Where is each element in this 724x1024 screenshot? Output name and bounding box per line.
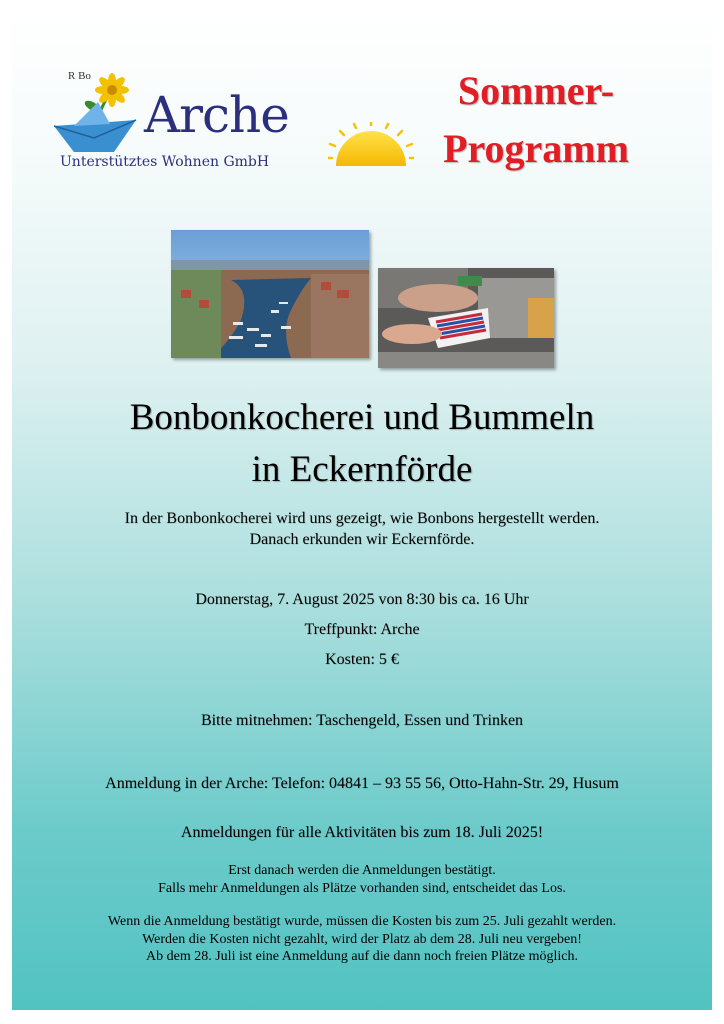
program-title [426, 62, 646, 178]
flower-boat-icon [52, 68, 152, 158]
headline-line2: in Eckernförde [251, 449, 473, 490]
harbor-aerial-photo [171, 230, 369, 358]
notes-line: Erst danach werden die Anmeldungen bestätigt. [228, 863, 496, 878]
intro-line2: Danach erkunden wir Eckernförde. [249, 531, 475, 548]
logo-small-text: R Bo [68, 70, 91, 82]
intro-text [12, 508, 712, 550]
candy-making-photo [378, 268, 554, 368]
headline [12, 392, 712, 496]
registration-deadline: Anmeldungen für alle Aktivitäten bis zum 18. Juli 2025! [180, 824, 544, 841]
event-date: Donnerstag, 7. August 2025 von 8:30 bis ca. 16 Uhr [195, 591, 529, 608]
headline-line1: Bonbonkocherei und Bummeln [129, 397, 595, 438]
logo-brand: Arche [144, 86, 289, 144]
notes-line: Ab dem 28. Juli ist eine Anmeldung auf die dann noch freien Plätze möglich. [146, 949, 578, 964]
notes-line: Falls mehr Anmeldungen als Plätze vorhanden sind, entscheidet das Los. [158, 880, 566, 896]
notes-paragraph-1 [12, 862, 712, 897]
bring-along: Bitte mitnehmen: Taschengeld, Essen und Trinken [200, 712, 524, 729]
flyer-page [12, 10, 712, 1010]
notes-line: Wenn die Anmeldung bestätigt wurde, müssen die Kosten bis zum 25. Juli gezahlt werden. [107, 914, 617, 929]
logo-subtitle: Unterstütztes Wohnen GmbH [60, 154, 270, 170]
program-title-line1: Sommer- [457, 68, 615, 113]
arche-logo [52, 68, 312, 188]
notes-paragraph-2 [12, 913, 712, 966]
notes-line: Werden die Kosten nicht gezahlt, wird der Platz ab dem 28. Juli neu vergeben! [142, 931, 582, 947]
event-cost: Kosten: 5 € [325, 651, 399, 668]
program-title-line2: Programm [443, 126, 629, 171]
registration-contact: Anmeldung in der Arche: Telefon: 04841 – 93 55 56, Otto-Hahn-Str. 29, Husum [105, 775, 619, 792]
meeting-point: Treffpunkt: Arche [304, 621, 420, 638]
sun-icon [328, 122, 414, 182]
intro-line1: In der Bonbonkocherei wird uns gezeigt, wie Bonbons hergestellt werden. [124, 510, 600, 527]
